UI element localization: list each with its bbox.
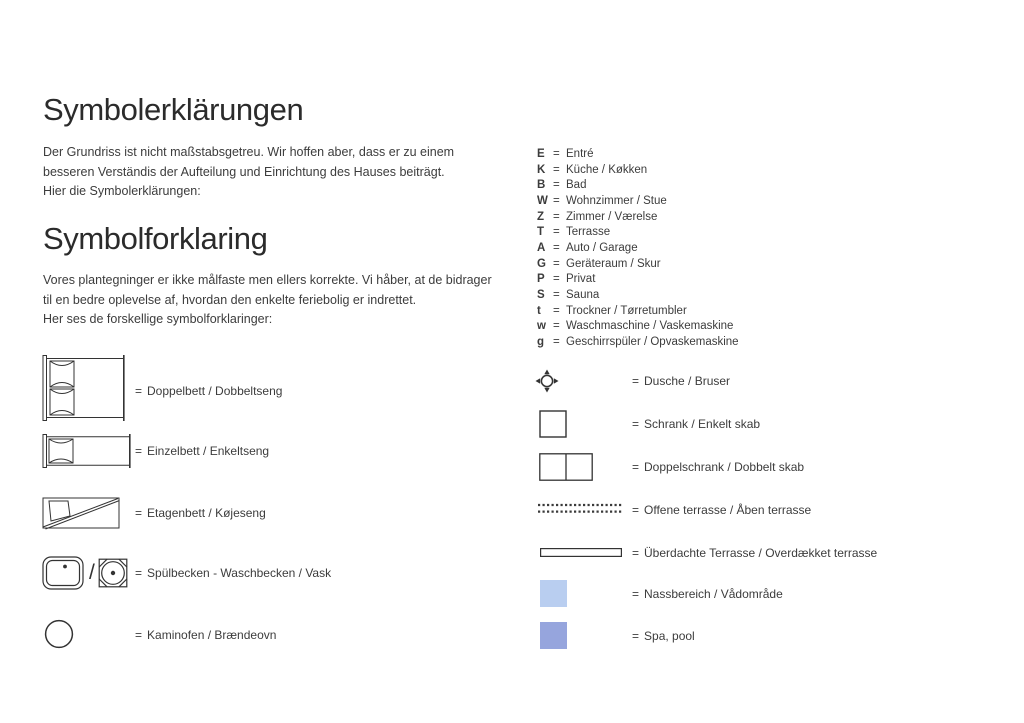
room-code: A: [537, 241, 546, 254]
equals-sign: =: [632, 460, 640, 474]
room-code: B: [537, 179, 546, 192]
room-code-label: Privat: [566, 273, 596, 286]
equals-sign: =: [632, 587, 640, 601]
room-code-label: Terrasse: [566, 226, 611, 239]
room-code-row: [537, 272, 739, 288]
german-intro-line: besseren Verständis der Aufteilung und Einrichtung des Hauses beiträgt.: [43, 164, 445, 179]
german-intro-line: Hier die Symbolerklärungen:: [43, 184, 201, 198]
room-code: S: [537, 289, 545, 302]
stove-label: Kaminofen / Brændeovn: [147, 628, 277, 642]
shower-label: Dusche / Bruser: [644, 374, 731, 388]
room-code-row: [537, 224, 739, 240]
double-cupboard-label: Doppelschrank / Dobbelt skab: [644, 460, 805, 474]
room-code-legend: [537, 146, 739, 350]
room-code-label: Zimmer / Værelse: [566, 210, 658, 223]
room-code-label: Auto / Garage: [566, 241, 638, 254]
room-code: G: [537, 257, 546, 270]
wood-stove-icon: [44, 619, 74, 649]
room-code: W: [537, 194, 548, 207]
spa-pool-label: Spa, pool: [644, 629, 695, 643]
double-bed-icon: [42, 355, 126, 421]
equals-sign: =: [553, 320, 560, 333]
danish-intro-line: Her ses de forskellige symbolforklaringer:: [43, 312, 273, 326]
room-code-row: [537, 334, 739, 350]
room-code: P: [537, 273, 545, 286]
room-code-label: Geschirrspüler / Opvaskemaskine: [566, 336, 739, 349]
equals-sign: =: [553, 163, 560, 176]
room-code: K: [537, 163, 546, 176]
bunk-bed-icon: [42, 496, 120, 530]
room-code-label: Waschmaschine / Vaskemaskine: [566, 320, 734, 333]
german-intro-line: Der Grundriss ist nicht maßstabsgetreu. Wir hoffen aber, dass er zu einem: [43, 145, 455, 159]
room-code-row: [537, 319, 739, 335]
room-code-row: [537, 209, 739, 225]
equals-sign: =: [135, 566, 143, 580]
room-code-row: [537, 146, 739, 162]
stove-label-row: [135, 628, 276, 642]
single-cupboard-label: Schrank / Enkelt skab: [644, 417, 761, 431]
shower-icon: [535, 369, 559, 393]
wet-area-label-row: [632, 587, 783, 601]
double-cupboard-icon: [539, 453, 593, 481]
covered-terrace-label: Überdachte Terrasse / Overdækket terrasse: [644, 546, 878, 560]
kitchen-sink-icon: [42, 556, 84, 590]
covered-terrace-icon: [540, 548, 622, 557]
open-terrace-icon: [538, 503, 622, 514]
single-cupboard-label-row: [632, 417, 760, 431]
spa-pool-icon: [540, 622, 567, 649]
sink-label: Spülbecken - Waschbecken / Vask: [147, 566, 332, 580]
room-code: E: [537, 147, 545, 160]
room-code: T: [537, 226, 545, 239]
danish-intro-line: Vores plantegninger er ikke målfaste men ellers korrekte. Vi håber, at de bidrager: [43, 273, 492, 287]
washbasin-icon: [98, 558, 128, 588]
shower-label-row: [632, 374, 730, 388]
equals-sign: =: [632, 374, 640, 388]
sink-separator: /: [89, 561, 95, 584]
room-code: Z: [537, 210, 545, 223]
single-bed-label-row: [135, 444, 269, 458]
equals-sign: =: [553, 273, 560, 286]
sink-washbasin-icon: [42, 556, 128, 590]
equals-sign: =: [553, 194, 560, 207]
room-code-row: [537, 193, 739, 209]
sink-label-row: [135, 566, 331, 580]
room-code: g: [537, 336, 545, 349]
room-code: w: [537, 320, 546, 333]
equals-sign: =: [135, 444, 143, 458]
room-code-row: [537, 240, 739, 256]
single-bed-label: Einzelbett / Enkeltseng: [147, 444, 270, 458]
open-terrace-label-row: [632, 503, 811, 517]
room-code-label: Küche / Køkken: [566, 163, 648, 176]
room-code-label: Trockner / Tørretumbler: [566, 304, 687, 317]
equals-sign: =: [632, 629, 640, 643]
single-bed-icon: [42, 434, 132, 468]
double-cupboard-label-row: [632, 460, 804, 474]
double-bed-label-row: [135, 384, 282, 398]
room-code-label: Entré: [566, 147, 594, 160]
double-bed-label: Doppelbett / Dobbeltseng: [147, 384, 283, 398]
danish-intro-line: til en bedre oplevelse af, hvordan den enkelte feriebolig er indrettet.: [43, 292, 417, 307]
equals-sign: =: [632, 503, 640, 517]
room-code-row: [537, 256, 739, 272]
equals-sign: =: [553, 226, 560, 239]
wet-area-label: Nassbereich / Vådområde: [644, 587, 783, 601]
room-code-row: [537, 287, 739, 303]
wet-area-icon: [540, 580, 567, 607]
danish-section-title: Symbolforklaring: [43, 221, 268, 256]
bunk-bed-label: Etagenbett / Køjeseng: [147, 506, 266, 520]
bunk-bed-label-row: [135, 506, 266, 520]
equals-sign: =: [135, 628, 143, 642]
equals-sign: =: [553, 304, 560, 317]
open-terrace-label: Offene terrasse / Åben terrasse: [644, 503, 812, 517]
equals-sign: =: [135, 384, 143, 398]
spa-pool-label-row: [632, 629, 695, 643]
room-code-label: Wohnzimmer / Stue: [566, 194, 667, 207]
covered-terrace-label-row: [632, 546, 877, 560]
equals-sign: =: [632, 417, 640, 431]
room-code-label: Geräteraum / Skur: [566, 257, 661, 270]
room-code-row: [537, 177, 739, 193]
german-intro-paragraph: [43, 143, 454, 202]
equals-sign: =: [553, 241, 560, 254]
room-code: t: [537, 304, 541, 317]
equals-sign: =: [553, 336, 560, 349]
german-section-title: Symbolerklärungen: [43, 92, 304, 127]
equals-sign: =: [553, 179, 560, 192]
equals-sign: =: [135, 506, 143, 520]
equals-sign: =: [553, 289, 560, 302]
room-code-row: [537, 303, 739, 319]
equals-sign: =: [553, 257, 560, 270]
room-code-row: [537, 162, 739, 178]
danish-intro-paragraph: [43, 271, 492, 330]
equals-sign: =: [553, 210, 560, 223]
equals-sign: =: [553, 147, 560, 160]
room-code-label: Sauna: [566, 289, 600, 302]
equals-sign: =: [632, 546, 640, 560]
single-cupboard-icon: [539, 410, 567, 438]
room-code-label: Bad: [566, 179, 587, 192]
